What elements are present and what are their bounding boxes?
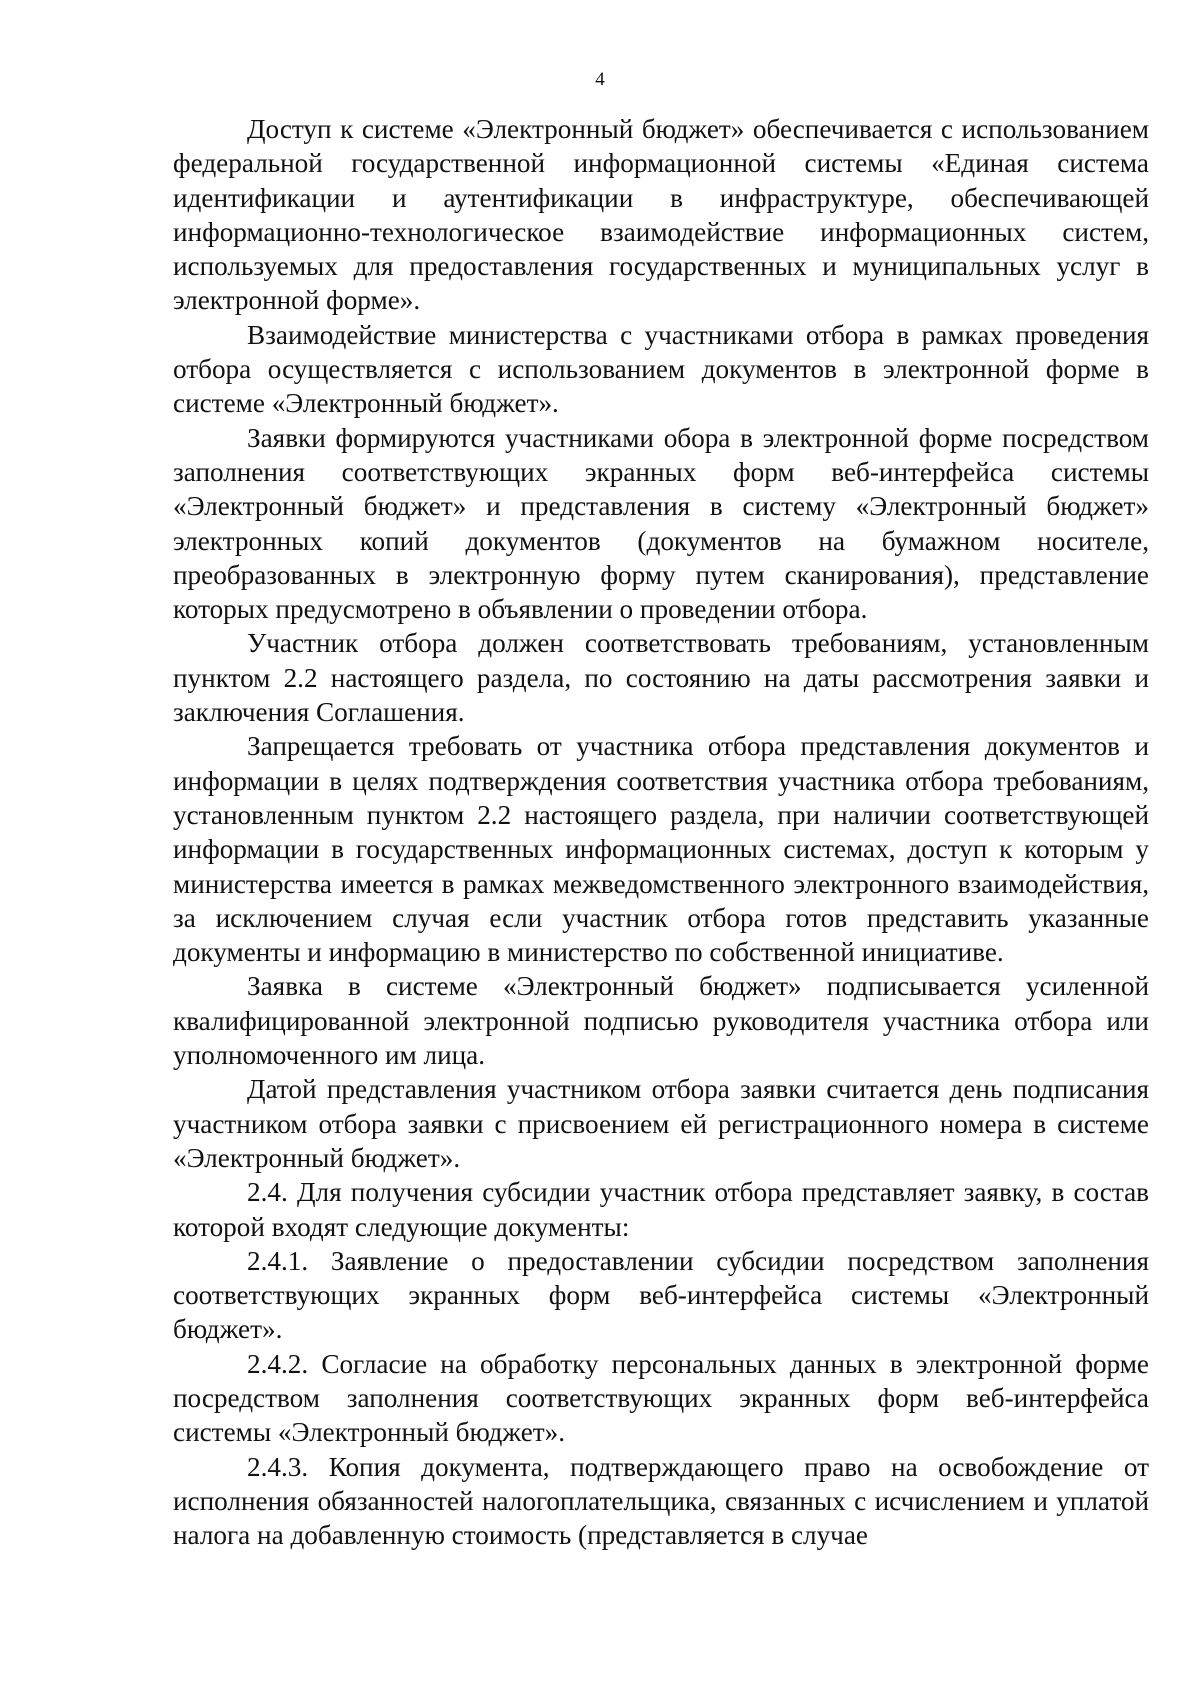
paragraph-interaction: Взаимодействие министерства с участниками отбора в рамках проведения отбора осуществляется с использованием документов в электронной форме в системе «Электронный бюджет». [173, 319, 1149, 419]
paragraph-section-2-4-3: 2.4.3. Копия документа, подтверждающего право на освобождение от исполнения обязанностей налогоплательщика, связанных с исчислением и уплатой налога на добавленную стоимость (представляется в случае [173, 1451, 1149, 1551]
paragraph-signature: Заявка в системе «Электронный бюджет» подписывается усиленной квалифицированной электронной подписью руководителя участника отбора или уполномоченного им лица. [173, 971, 1149, 1071]
paragraph-section-2-4-1: 2.4.1. Заявление о предоставлении субсидии посредством заполнения соответствующих экранных форм веб-интерфейса системы «Электронный бюджет». [173, 1245, 1149, 1345]
paragraph-submission-date: Датой представления участником отбора заявки считается день подписания участником отбора заявки с присвоением ей регистрационного номера в системе «Электронный бюджет». [173, 1074, 1149, 1173]
page-number: 4 [595, 69, 605, 90]
document-body [173, 112, 1149, 1552]
paragraph-requirements: Участник отбора должен соответствовать требованиям, установленным пунктом 2.2 настоящего раздела, по состоянию на даты рассмотрения заявки и заключения Соглашения. [173, 628, 1149, 728]
paragraph-section-2-4-2: 2.4.2. Согласие на обработку персональных данных в электронной форме посредством заполнения соответствующих экранных форм веб-интерфейса системы «Электронный бюджет». [173, 1348, 1149, 1448]
paragraph-section-2-4: 2.4. Для получения субсидии участник отбора представляет заявку, в состав которой входят следующие документы: [173, 1177, 1149, 1242]
paragraph-applications: Заявки формируются участниками обора в электронной форме посредством заполнения соответствующих экранных форм веб-интерфейса системы «Электронный бюджет» и представления в систему «Электронный бюджет» электронных копий документов (документов на бумажном носителе, преобразованных в электронную форму путем сканирования), представление которых предусмотрено в объявлении о проведении отбора. [173, 422, 1149, 625]
paragraph-access: Доступ к системе «Электронный бюджет» обеспечивается с использованием федеральной государственной информационной системы «Единая система идентификации и аутентификации в инфраструктуре, обеспечивающей информационно-технологическое взаимодействие информационных систем, используемых для предоставления государственных и муниципальных услуг в электронной форме». [173, 114, 1149, 316]
paragraph-prohibition: Запрещается требовать от участника отбора представления документов и информации в целях подтверждения соответствия участника отбора требованиям, установленным пунктом 2.2 настоящего раздела, при наличии соответствующей информации в государственных информационных системах, доступ к которым у министерства имеется в рамках межведомственного электронного взаимодействия, за исключением случая если участник отбора готов представить указанные документы и информацию в министерство по собственной инициативе. [173, 731, 1149, 968]
